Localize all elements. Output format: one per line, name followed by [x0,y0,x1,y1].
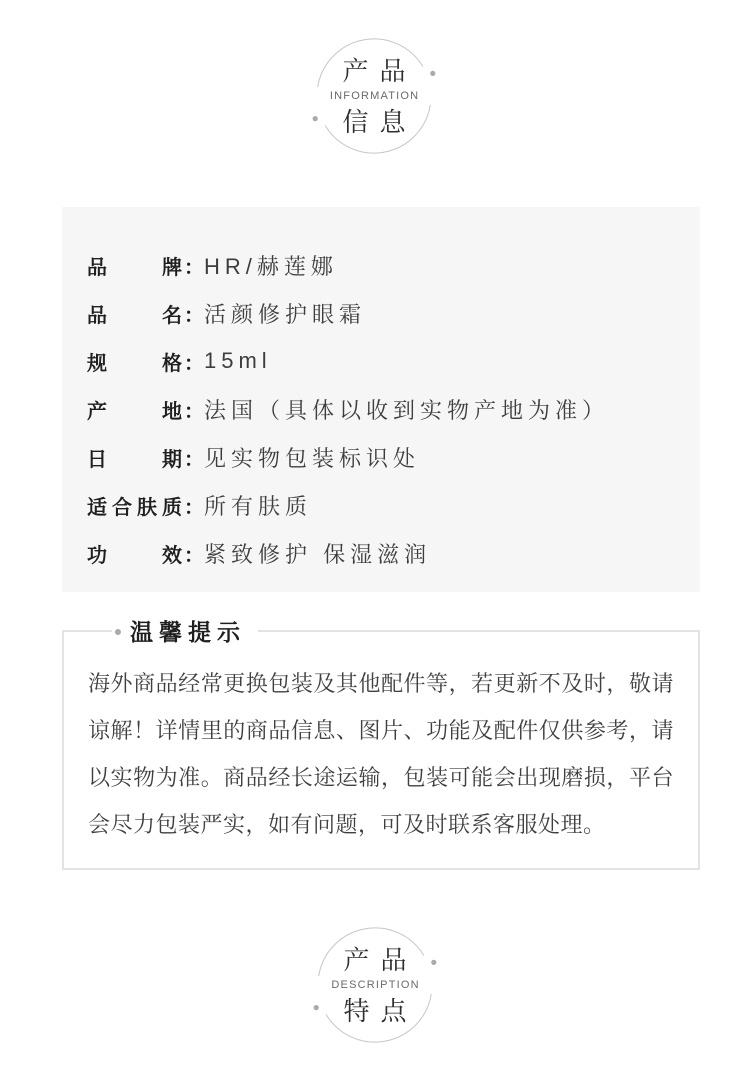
product-spec-panel [62,207,700,592]
info-colon: ： [184,448,204,471]
notice-title-text: 温馨提示 [130,619,246,645]
badge-text-stack [310,32,438,160]
section-badge-product-description [311,921,439,1049]
info-colon: ： [184,256,204,279]
notice-title [112,619,258,645]
info-value: 法国（具体以收到实物产地为准） [204,397,610,423]
bullet-dot-icon [115,629,121,635]
info-value: 紧致修护 保湿滋润 [204,541,432,567]
info-table [87,241,680,577]
info-row [87,433,680,481]
badge-subtitle-en: INFORMATION [329,89,420,102]
notice-body-text: 海外商品经常更换包装及其他配件等，若更新不及时，敬请谅解！详情里的商品信息、图片、功能及配件仅供参考，请以实物为准。商品经长途运输，包装可能会出现磨损，平台会尽力包装严实，如有问题，可及时联系客服处理。 [88,671,674,837]
notice-panel [62,619,700,870]
badge-title2-cn: 信息 [342,106,417,137]
info-value: HR/赫莲娜 [204,253,338,279]
badge-title-cn: 产品 [343,944,418,975]
info-label: 产 地 [87,400,182,423]
info-value: 所有肤质 [204,493,313,519]
badge-title-cn: 产品 [342,55,417,86]
info-value: 见实物包装标识处 [204,445,421,471]
info-colon: ： [184,400,204,423]
info-value: 15ml [204,348,272,373]
info-colon: ： [184,496,204,519]
section-badge-product-information [310,32,438,160]
badge-title2-cn: 特点 [343,995,418,1026]
info-row [87,289,680,337]
info-label: 规 格 [87,352,182,375]
info-value: 活颜修护眼霜 [204,301,367,327]
info-row [87,385,680,433]
badge-text-stack [311,921,439,1049]
info-colon: ： [184,352,204,375]
info-colon: ： [184,304,204,327]
badge-subtitle-en: DESCRIPTION [331,978,420,991]
info-row [87,337,680,385]
info-label: 适 合 肤 质 [87,496,182,519]
info-label: 品 牌 [87,256,182,279]
info-label: 日 期 [87,448,182,471]
info-row [87,529,680,577]
info-row [87,481,680,529]
info-label: 品 名 [87,304,182,327]
info-colon: ： [184,544,204,567]
info-label: 功 效 [87,544,182,567]
info-row [87,241,680,289]
